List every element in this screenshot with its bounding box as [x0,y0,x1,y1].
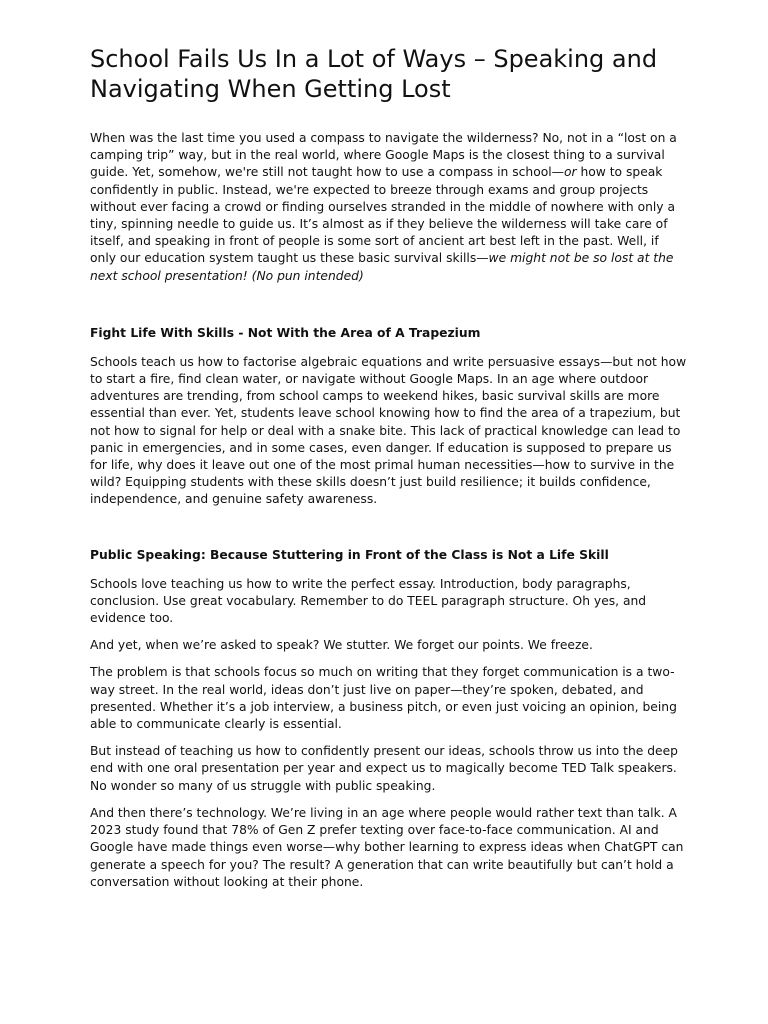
section-heading-public-speaking: Public Speaking: Because Stuttering in Front of the Class is Not a Life Skill [90,547,609,562]
document-page [90,44,688,901]
intro-text-continued: how to speak confidently in public. Instead, we're expected to breeze through exams and group projects without ever facing a crowd or finding ourselves stranded in the middle of nowhere with only a tiny, spinning needle to guide us. It’s almost as if they believe the wilderness will take care of itself, and speaking in front of people is some sort of ancient art best left in the past. Well, if only our education system taught us these basic survival skills— [90,165,676,266]
intro-or-italic: or [563,165,577,180]
section2-paragraph: The problem is that schools focus so much on writing that they forget communication is a two-way street. In the real world, ideas don’t just live on paper—they’re spoken, debated, and presented. Whether it’s a job interview, a business pitch, or even just voicing an opinion, being able to communicate clearly is essential. [90,665,677,732]
section2-paragraph: But instead of teaching us how to confidently present our ideas, schools throw us into the deep end with one oral presentation per year and expect us to magically become TED Talk speakers. No wonder so many of us struggle with public speaking. [90,744,678,793]
section-heading-survival-skills: Fight Life With Skills - Not With the Area of A Trapezium [90,325,481,340]
intro-paragraph [90,130,688,285]
section2-paragraph: And yet, when we’re asked to speak? We stutter. We forget our points. We freeze. [90,638,593,653]
section2-paragraph: And then there’s technology. We’re living in an age where people would rather text than talk. A 2023 study found that 78% of Gen Z prefer texting over face-to-face communication. AI and Google have made things even worse—why bother learning to express ideas when ChatGPT can generate a speech for you? The result? A generation that can write beautifully but can’t hold a conversation without looking at their phone. [90,805,684,889]
intro-italic-ending: we might not be so lost at the next school presentation! (No pun intended) [90,251,674,283]
section1-paragraph: Schools teach us how to factorise algebraic equations and write persuasive essays—but not how to start a fire, find clean water, or navigate without Google Maps. In an age where outdoor adventures are trending, from school camps to weekend hikes, basic survival skills are more essential than ever. Yet, students leave school knowing how to find the area of a trapezium, but not how to signal for help or deal with a snake bite. This lack of practical knowledge can lead to panic in emergencies, and in some cases, even danger. If education is supposed to prepare us for life, why does it leave out one of the most primal human necessities—how to survive in the wild? Equipping students with these skills doesn’t just build resilience; it builds confidence, independence, and genuine safety awareness. [90,354,687,507]
intro-text: When was the last time you used a compass to navigate the wilderness? No, not in a “lost on a camping trip” way, but in the real world, where Google Maps is the closest thing to a survival guide. Yet, somehow, we're still not taught how to use a compass in school— [90,131,677,180]
document-title: School Fails Us In a Lot of Ways – Speaking and Navigating When Getting Lost [90,45,658,103]
section2-paragraph: Schools love teaching us how to write the perfect essay. Introduction, body paragraphs, conclusion. Use great vocabulary. Remember to do TEEL paragraph structure. Oh yes, and evidence too. [90,576,647,626]
